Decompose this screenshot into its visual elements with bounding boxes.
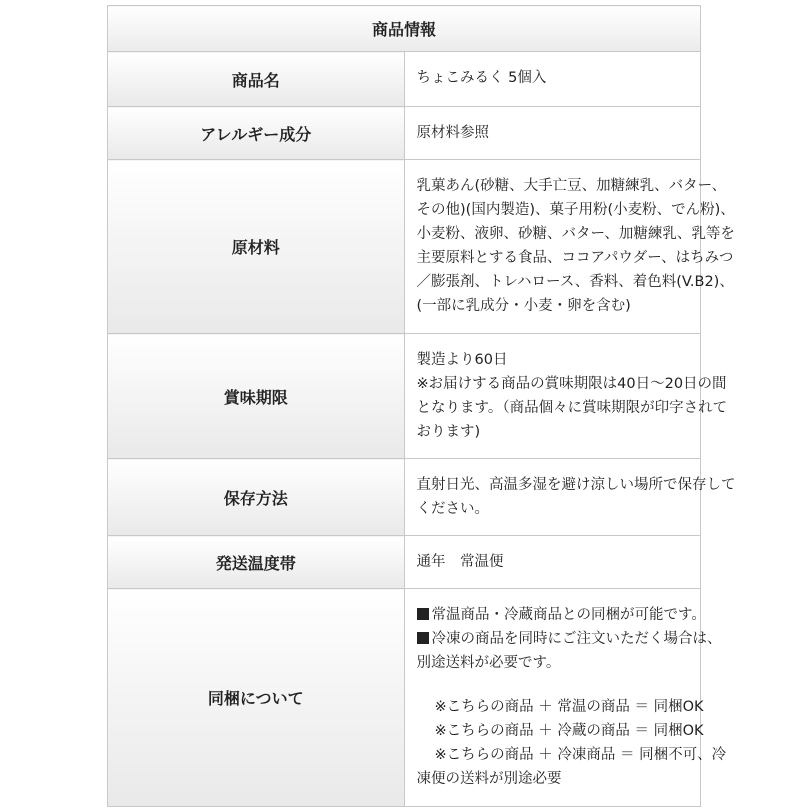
table-row-best-before bbox=[108, 334, 701, 459]
row-value-shipping-temperature bbox=[404, 536, 701, 589]
row-label-best-before: 賞味期限 bbox=[108, 334, 405, 459]
value-line: 原材料参照 bbox=[416, 125, 489, 141]
row-value-storage bbox=[404, 459, 736, 536]
example-line: ※こちらの商品 ＋ 冷蔵の商品 ＝ 同梱OK bbox=[434, 723, 704, 739]
row-label-product-name: 商品名 bbox=[108, 52, 405, 107]
bullet-line bbox=[417, 603, 706, 627]
bullet-line bbox=[417, 627, 722, 651]
row-label-allergens: アレルギー成分 bbox=[108, 107, 405, 160]
value-line: 乳菓あん(砂糖、大手亡豆、加糖練乳、バター、 bbox=[416, 178, 727, 194]
value-line: となります。（商品個々に賞味期限が印字されて bbox=[416, 400, 728, 416]
row-value-bundling bbox=[404, 589, 727, 807]
row-label-shipping-temperature: 発送温度帯 bbox=[108, 536, 405, 589]
value-line: 小麦粉、液卵、砂糖、バター、加糖練乳、乳等を bbox=[416, 226, 735, 242]
blank-line bbox=[417, 675, 691, 695]
value-line: 直射日光、高温多湿を避け涼しい場所で保存して bbox=[416, 477, 736, 493]
table-row-product-name bbox=[108, 52, 701, 107]
row-label-storage: 保存方法 bbox=[108, 459, 405, 536]
bullet-text: 常温商品・冷蔵商品との同梱が可能です。 bbox=[431, 607, 706, 623]
row-value-product-name bbox=[404, 52, 701, 107]
value-line: ください。 bbox=[416, 501, 489, 517]
value-line: ／膨張剤、トレハロース、香料、着色料(V.B2)、 bbox=[416, 274, 734, 290]
table-row-storage bbox=[108, 459, 701, 536]
value-line: 主要原料とする食品、ココアパウダー、はちみつ bbox=[416, 250, 734, 266]
bullet-text: 冷凍の商品を同時にご注文いただく場合は、 bbox=[431, 631, 722, 647]
value-line: (一部に乳成分・小麦・卵を含む) bbox=[416, 298, 631, 314]
table-row-bundling bbox=[108, 589, 701, 807]
value-line: ちょこみるく 5個入 bbox=[416, 70, 547, 86]
row-label-ingredients: 原材料 bbox=[108, 160, 405, 334]
table-header-row bbox=[108, 6, 701, 52]
black-square-icon bbox=[417, 632, 429, 644]
product-info-table bbox=[107, 5, 736, 807]
example-line: ※こちらの商品 ＋ 冷凍商品 ＝ 同梱不可、冷 bbox=[434, 747, 727, 763]
black-square-icon bbox=[417, 608, 429, 620]
table-row-allergens bbox=[108, 107, 701, 160]
value-line: おります) bbox=[416, 424, 481, 440]
row-label-bundling: 同梱について bbox=[108, 589, 405, 807]
table-row-shipping-temperature bbox=[108, 536, 701, 589]
example-line: ※こちらの商品 ＋ 常温の商品 ＝ 同梱OK bbox=[434, 699, 704, 715]
row-value-ingredients bbox=[404, 160, 735, 334]
value-line: 通年 常温便 bbox=[416, 554, 504, 570]
row-value-allergens bbox=[404, 107, 701, 160]
table-title: 商品情報 bbox=[108, 6, 701, 52]
value-line: その他)(国内製造)、菓子用粉(小麦粉、でん粉)、 bbox=[416, 202, 735, 218]
value-line: 製造より60日 bbox=[416, 352, 508, 368]
table-row-ingredients bbox=[108, 160, 701, 334]
row-value-best-before bbox=[404, 334, 728, 459]
value-line: ※お届けする商品の賞味期限は40日〜20日の間 bbox=[416, 376, 727, 392]
example-continuation: 凍便の送料が別途必要 bbox=[416, 771, 562, 787]
bullet-continuation: 別途送料が必要です。 bbox=[416, 655, 561, 671]
